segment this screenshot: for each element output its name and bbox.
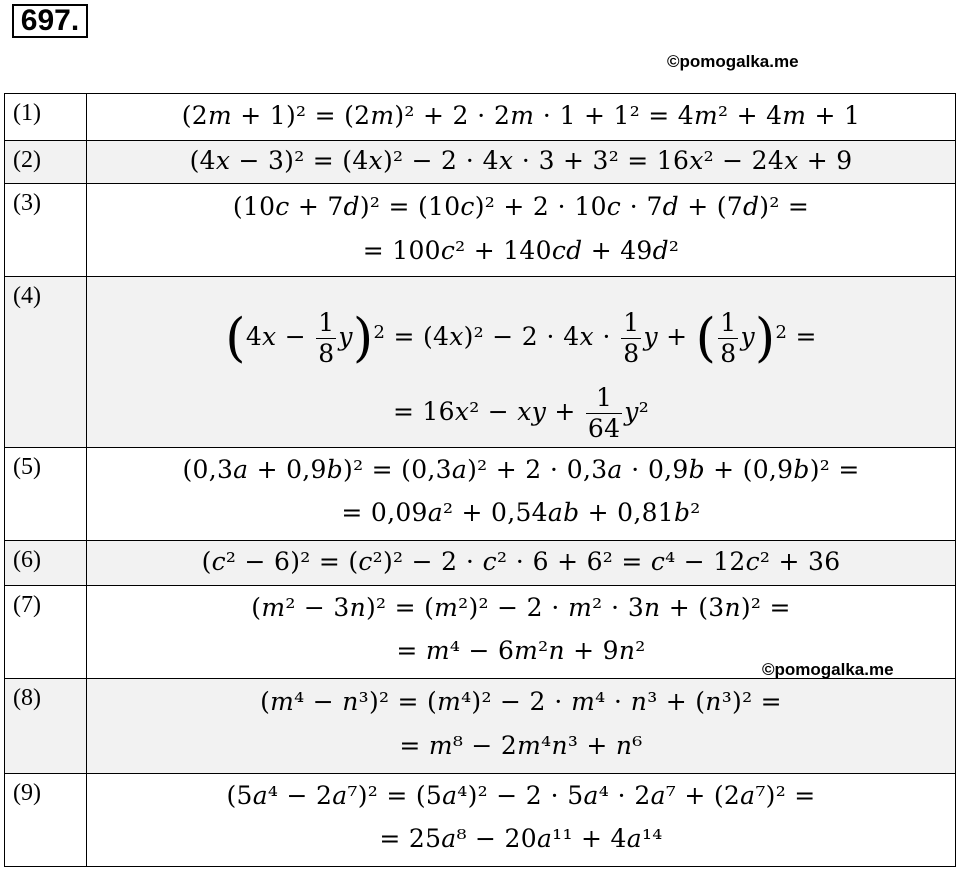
expr-part: 𝑦 + — [643, 322, 696, 351]
row-expression — [87, 448, 956, 541]
row-label: (7) — [5, 586, 87, 679]
row-expression — [87, 141, 956, 184]
expression-line: (5𝑎⁴ − 2𝑎⁷)² = (5𝑎⁴)² − 2 ⋅ 5𝑎⁴ ⋅ 2𝑎⁷ + (2𝑎⁷)² = — [226, 781, 816, 810]
row-label: (8) — [5, 679, 87, 774]
table-row — [5, 774, 956, 867]
paren-open: ( — [225, 308, 246, 369]
expression-line: (0,3𝑎 + 0,9𝑏)² = (0,3𝑎)² + 2 ⋅ 0,3𝑎 ⋅ 0,9𝑏 + (0,9𝑏)² = — [182, 455, 860, 484]
expression-line: = 0,09𝑎² + 0,54𝑎𝑏 + 0,81𝑏² — [341, 498, 701, 527]
table-row — [5, 94, 956, 141]
table-row — [5, 277, 956, 448]
row-label: (1) — [5, 94, 87, 141]
paren-open: ( — [695, 308, 717, 369]
table-row — [5, 448, 956, 541]
row-expression — [87, 184, 956, 277]
problem-number: 697. — [12, 4, 88, 38]
frac-numerator: 1 — [318, 308, 335, 337]
expression-line: (𝑐² − 6)² = (𝑐²)² − 2 ⋅ 𝑐² ⋅ 6 + 6² = 𝑐⁴ − 12𝑐² + 36 — [201, 547, 841, 576]
row-expression — [87, 774, 956, 867]
solutions-table — [4, 93, 956, 867]
row-label: (6) — [5, 541, 87, 586]
row-label: (3) — [5, 184, 87, 277]
row-expression — [87, 94, 956, 141]
expression-line: (2𝑚 + 1)² = (2𝑚)² + 2 ⋅ 2𝑚 ⋅ 1 + 1² = 4𝑚² + 4𝑚 + 1 — [181, 101, 861, 130]
fraction — [316, 308, 336, 369]
exponent: 2 — [775, 322, 788, 343]
expr-part: = (4𝑥)² − 2 ⋅ 4𝑥 ⋅ — [385, 322, 620, 351]
frac-denominator: 8 — [623, 339, 640, 368]
row-label: (5) — [5, 448, 87, 541]
expression-line: = 𝑚⁸ − 2𝑚⁴𝑛³ + 𝑛⁶ — [399, 731, 643, 760]
expression-line — [87, 377, 955, 447]
frac-denominator: 8 — [318, 339, 335, 368]
expression-line — [87, 277, 955, 377]
frac-denominator: 64 — [587, 414, 621, 443]
watermark-middle: ©pomogalka.me — [762, 660, 894, 679]
fraction — [621, 308, 641, 369]
expr-part: = 16𝑥² − 𝑥𝑦 + — [392, 397, 584, 426]
row-label: (4) — [5, 277, 87, 448]
expression-line: (10𝑐 + 7𝑑)² = (10𝑐)² + 2 ⋅ 10𝑐 ⋅ 7𝑑 + (7𝑑)² = — [232, 192, 810, 221]
expr-part: 4𝑥 − — [245, 322, 306, 351]
expression-line: (𝑚² − 3𝑛)² = (𝑚²)² − 2 ⋅ 𝑚² ⋅ 3𝑛 + (3𝑛)² = — [251, 593, 791, 622]
table-row — [5, 679, 956, 774]
table-row — [5, 141, 956, 184]
fraction — [586, 383, 622, 444]
paren-close: ) — [754, 308, 776, 369]
paren-close: ) — [352, 308, 374, 369]
row-expression — [87, 679, 956, 774]
expression-line: = 100𝑐² + 140𝑐𝑑 + 49𝑑² — [362, 236, 680, 265]
row-label: (9) — [5, 774, 87, 867]
expression-line: (𝑚⁴ − 𝑛³)² = (𝑚⁴)² − 2 ⋅ 𝑚⁴ ⋅ 𝑛³ + (𝑛³)² = — [260, 687, 782, 716]
expr-part: 𝑦² — [624, 397, 650, 426]
expression-line: = 25𝑎⁸ − 20𝑎¹¹ + 4𝑎¹⁴ — [379, 824, 663, 853]
expr-part: 𝑦 — [740, 322, 755, 351]
expression-line: = 𝑚⁴ − 6𝑚²𝑛 + 9𝑛² — [396, 636, 646, 665]
expr-part: = — [787, 322, 817, 351]
frac-numerator: 1 — [720, 308, 737, 337]
watermark-top: ©pomogalka.me — [667, 52, 799, 71]
frac-denominator: 8 — [720, 339, 737, 368]
row-expression — [87, 541, 956, 586]
exponent: 2 — [373, 322, 386, 343]
table-row — [5, 541, 956, 586]
expression-line: (4𝑥 − 3)² = (4𝑥)² − 2 ⋅ 4𝑥 ⋅ 3 + 3² = 16𝑥² − 24𝑥 + 9 — [189, 146, 853, 175]
table-row — [5, 184, 956, 277]
frac-numerator: 1 — [586, 383, 622, 414]
frac-numerator: 1 — [623, 308, 640, 337]
expr-part: 𝑦 — [338, 322, 353, 351]
row-expression — [87, 277, 956, 448]
fraction — [718, 308, 738, 369]
row-label: (2) — [5, 141, 87, 184]
